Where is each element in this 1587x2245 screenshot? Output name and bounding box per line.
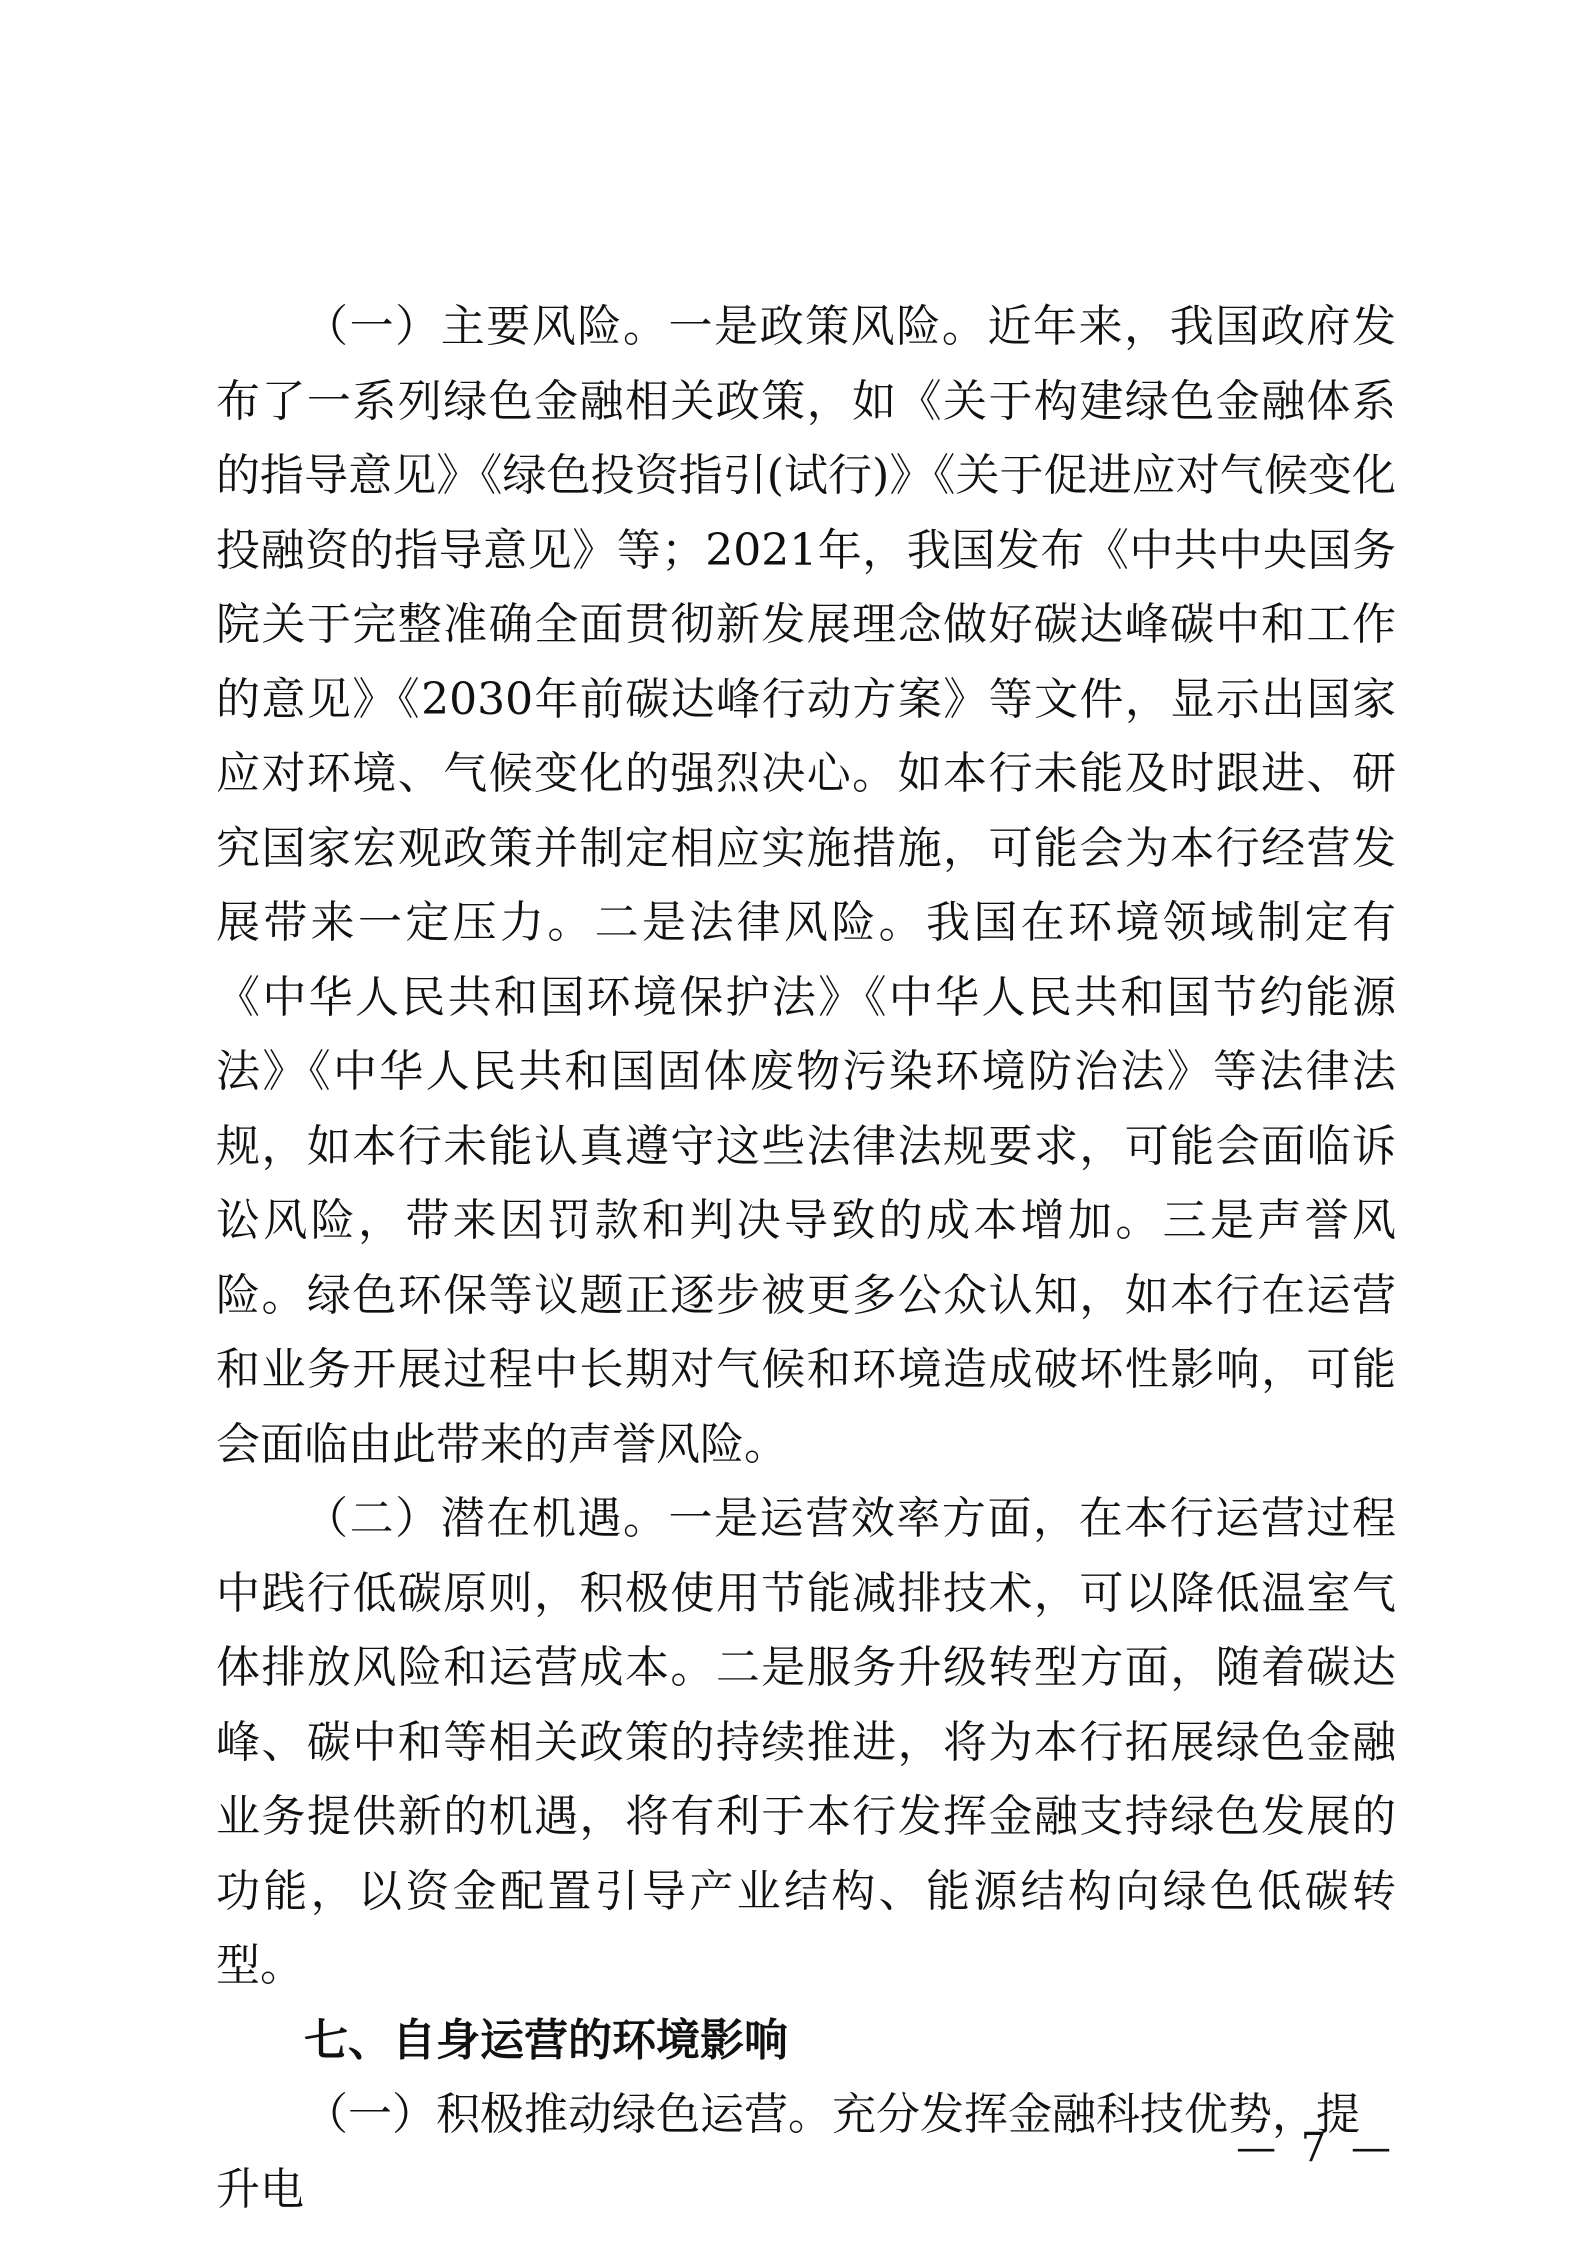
paragraph-potential-opportunities: （二）潜在机遇。一是运营效率方面，在本行运营过程中践行低碳原则，积极使用节能减排技术，可以降低温室气体排放风险和运营成本。二是服务升级转型方面，随着碳达峰、碳中和等相关政策的持续推进，将为本行拓展绿色金融业务提供新的机遇，将有利于本行发挥金融支持绿色发展的功能，以资金配置引导产业结构、能源结构向绿色低碳转型。: [216, 1493, 1396, 1991]
paragraph-main-risks: （一）主要风险。一是政策风险。近年来，我国政府发布了一系列绿色金融相关政策，如《关于构建绿色金融体系的指导意见》《绿色投资指引(试行)》《关于促进应对气候变化投融资的指导意见》等；2021年，我国发布《中共中央国务院关于完整准确全面贯彻新发展理念做好碳达峰碳中和工作的意见》《2030年前碳达峰行动方案》等文件，显示出国家应对环境、气候变化的强烈决心。如本行未能及时跟进、研究国家宏观政策并制定相应实施措施，可能会为本行经营发展带来一定压力。二是法律风险。我国在环境领域制定有《中华人民共和国环境保护法》《中华人民共和国节约能源法》《中华人民共和国固体废物污染环境防治法》等法律法规，如本行未能认真遵守这些法律法规要求，可能会面临诉讼风险，带来因罚款和判决导致的成本增加。三是声誉风险。绿色环保等议题正逐步被更多公众认知，如本行在运营和业务开展过程中长期对气候和环境造成破坏性影响，可能会面临由此带来的声誉风险。: [216, 301, 1396, 1470]
paragraph-green-operations: （一）积极推动绿色运营。充分发挥金融科技优势，提升电: [216, 2089, 1360, 2215]
page-number: — 7 —: [1236, 2125, 1397, 2171]
document-body: [216, 290, 1396, 2227]
section-heading: 七、自身运营的环境影响: [304, 2014, 788, 2066]
